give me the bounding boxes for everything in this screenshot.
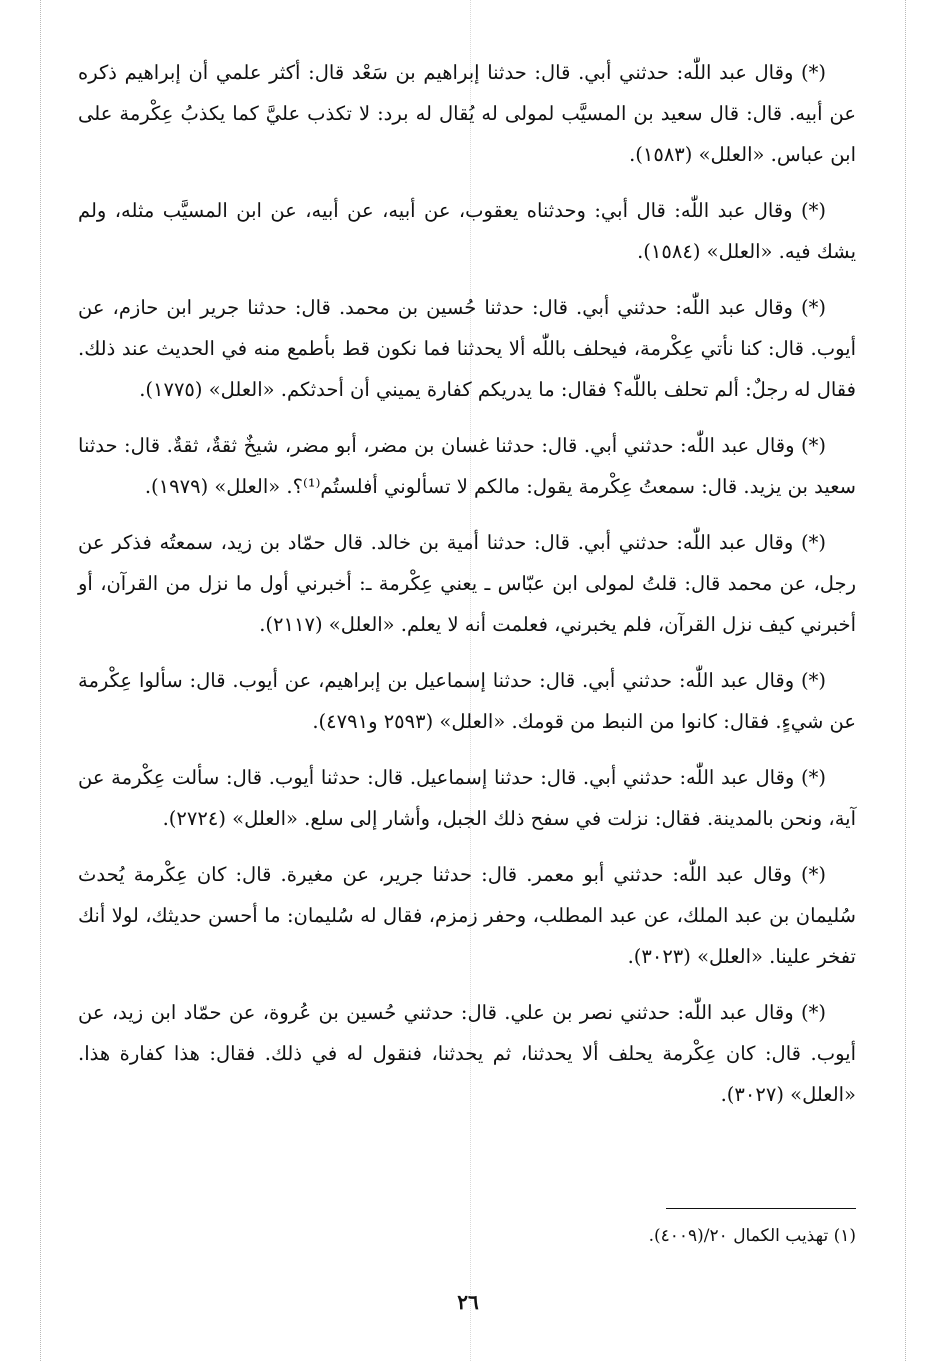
main-text [78,52,856,1130]
narration-paragraph: (*) وقال عبد اللّٰه: حدثني أبي. قال: حدثنا أمية بن خالد. قال حمّاد بن زيد، سمعتُه فذكر عن رجل، عن محمد قال: قلتُ لمولى ابن عبّاس ـ يعني عِكْرمة ـ: أخبرني أول ما نزل من القرآن، أو أخبرني كيف نزل القرآن، فلم يخبرني، فعلمت أنه لا يعلم. «العلل» (٢١١٧). [78,531,856,636]
page-number: ٢٦ [457,1290,479,1314]
right-margin-guide [905,0,906,1361]
narration-paragraph: (*) وقال عبد اللّٰه: حدثني أبي. قال: حدثنا إسماعيل. قال: حدثنا أيوب. قال: سألت عِكْرمة عن آية، ونحن بالمدينة. فقال: نزلت في سفح ذلك الجبل، وأشار إلى سلع. «العلل» (٢٧٢٤). [78,766,856,830]
footnote-divider [666,1208,856,1209]
narration-paragraph: (*) وقال عبد اللّٰه: حدثني أبي. قال: حدثنا غسان بن مضر، أبو مضر، شيخٌ ثقةٌ، ثقةٌ. قال: حدثنا سعيد بن يزيد. قال: سمعتُ عِكْرمة يقول: مالكم لا تسألوني أفلستُم⁽¹⁾؟. «العلل» (١٩٧٩). [78,434,856,498]
narration-paragraph: (*) وقال عبد اللّٰه: قال أبي: وحدثناه يعقوب، عن أبيه، عن أبيه، عن ابن المسيَّب مثله، ولم يشك فيه. «العلل» (١٥٨٤). [78,199,856,263]
narration-paragraph: (*) وقال عبد اللّٰه: حدثني نصر بن علي. قال: حدثني حُسين بن عُروة، عن حمّاد ابن زيد، عن أيوب. قال: كان عِكْرمة يحلف ألا يحدثنا، ثم يحدثنا، فنقول له في ذلك. فقال: هذا كفارة هذا. «العلل» (٣٠٢٧). [78,1001,856,1106]
narration-paragraph: (*) وقال عبد اللّٰه: حدثني أبي. قال: حدثنا حُسين بن محمد. قال: حدثنا جرير ابن حازم، عن أيوب. قال: كنا نأتي عِكْرمة، فيحلف باللّٰه ألا يحدثنا فما نكون قط بأطمع منه في الحديث عند ذلك. فقال له رجلٌ: ألم تحلف باللّٰه؟ فقال: ما يدريكم كفارة يميني أن أحدثكم. «العلل» (١٧٧٥). [78,296,856,401]
left-margin-guide [40,0,41,1361]
narration-paragraph: (*) وقال عبد اللّٰه: حدثني أبو معمر. قال: حدثنا جرير، عن مغيرة. قال: كان عِكْرمة يُحدث سُليمان بن عبد الملك، عن عبد المطلب، وحفر زمزم، فقال له سُليمان: ما أحسن حديثك، لولا أنك تفخر علينا. «العلل» (٣٠٢٣). [78,863,856,968]
narration-paragraph: (*) وقال عبد اللّٰه: حدثني أبي. قال: حدثنا إبراهيم بن سَعْد قال: أكثر علمي أن إبراهيم ذكره عن أبيه. قال: قال سعيد بن المسيَّب لمولى له يُقال له برد: لا تكذب عليَّ كما يكذبُ عِكْرمة على ابن عباس. «العلل» (١٥٨٣). [78,61,856,166]
footnote: (١) تهذيب الكمال ٢٠/(٤٠٠٩). [648,1226,856,1246]
narration-paragraph: (*) وقال عبد اللّٰه: حدثني أبي. قال: حدثنا إسماعيل بن إبراهيم، عن أيوب. قال: سألوا عِكْرمة عن شيءٍ. فقال: كانوا من النبط من قومك. «العلل» (٢٥٩٣ و٤٧٩١). [78,669,856,733]
